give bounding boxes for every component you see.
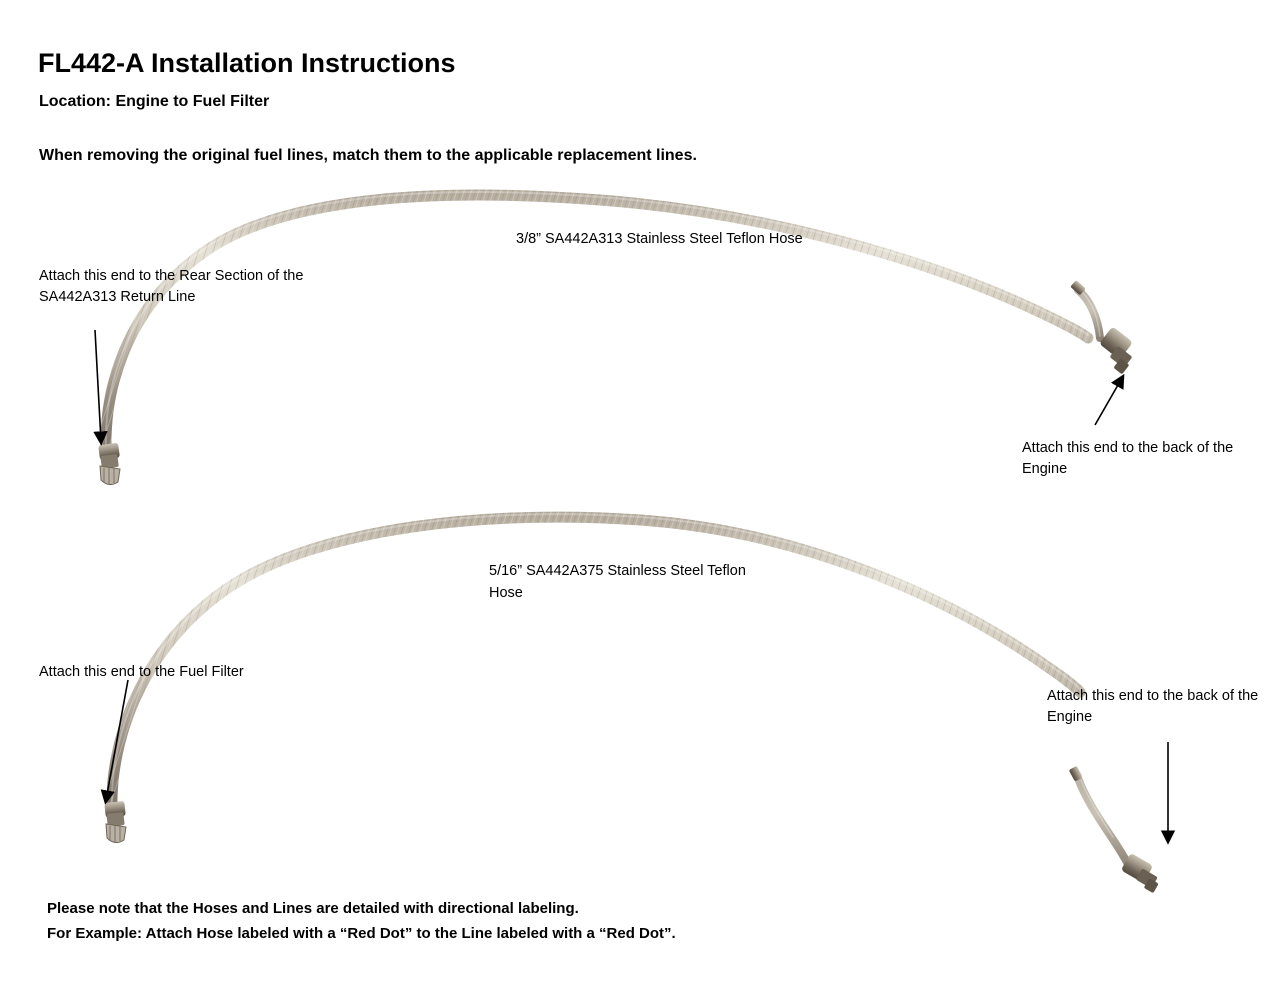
- note-line-2: For Example: Attach Hose labeled with a “Red Dot” to the Line labeled with a “Red Dot”.: [47, 925, 676, 942]
- callout-lower-left: Attach this end to the Fuel Filter: [39, 664, 244, 680]
- note-line-1: Please note that the Hoses and Lines are detailed with directional labeling.: [47, 900, 579, 917]
- page-subtitle: Location: Engine to Fuel Filter: [39, 93, 270, 110]
- callout-lower-right: Attach this end to the back of the Engine: [1047, 688, 1259, 725]
- label-upper-hose: 3/8” SA442A313 Stainless Steel Teflon Hose: [516, 231, 803, 247]
- callout-upper-left: Attach this end to the Rear Section of the SA442A313 Return Line: [39, 268, 304, 305]
- label-lower-hose: 5/16” SA442A375 Stainless Steel Teflon Hose: [489, 563, 746, 601]
- callout-upper-right: Attach this end to the back of the Engine: [1022, 440, 1234, 477]
- page-title: FL442-A Installation Instructions: [38, 48, 456, 78]
- instruction-text: When removing the original fuel lines, match them to the applicable replacement lines.: [39, 147, 697, 164]
